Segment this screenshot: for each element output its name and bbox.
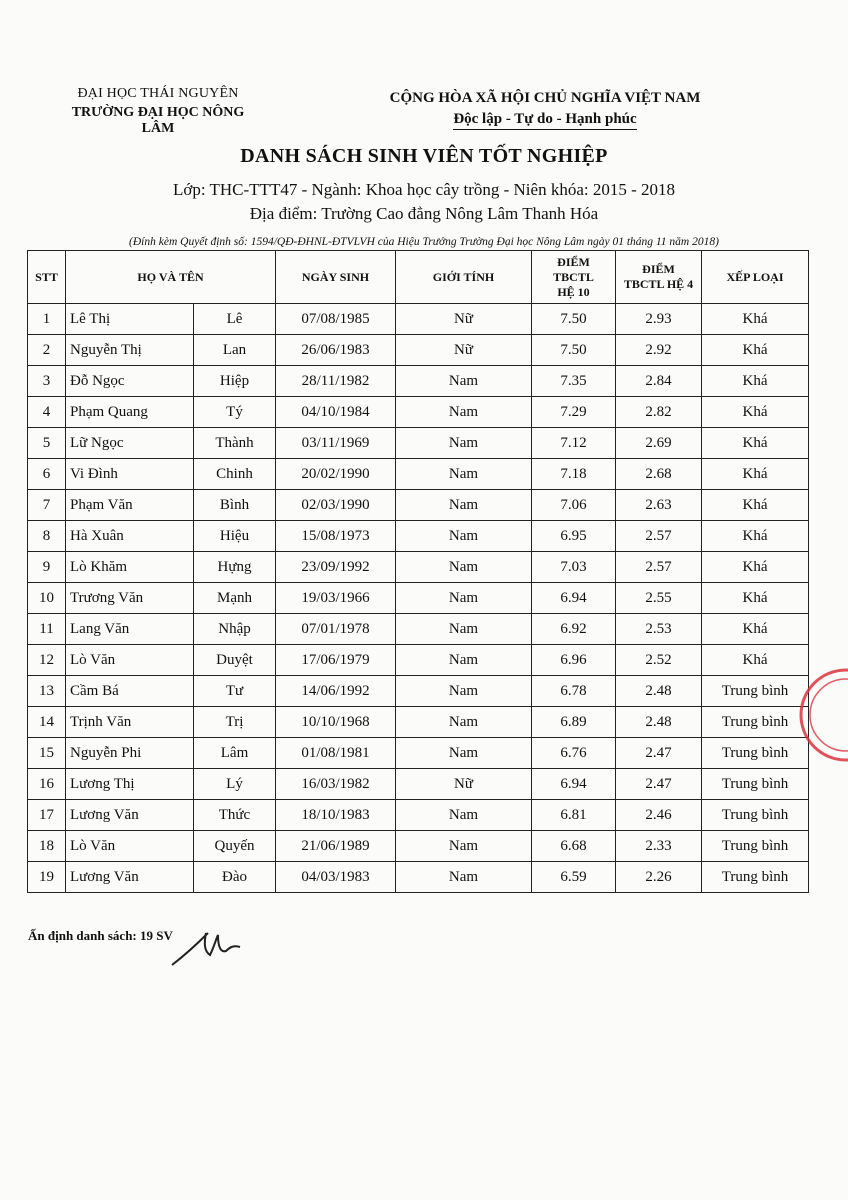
- cell-rank: Khá: [702, 397, 809, 428]
- cell-rank: Khá: [702, 583, 809, 614]
- cell-gpa10: 6.81: [532, 800, 616, 831]
- cell-gpa10: 7.50: [532, 304, 616, 335]
- cell-given-name: Trị: [194, 707, 276, 738]
- cell-surname: Hà Xuân: [66, 521, 194, 552]
- cell-gpa4: 2.57: [616, 552, 702, 583]
- cell-surname: Lữ Ngọc: [66, 428, 194, 459]
- cell-rank: Khá: [702, 552, 809, 583]
- table-row: [28, 831, 809, 862]
- cell-rank: Khá: [702, 459, 809, 490]
- cell-gpa4: 2.57: [616, 521, 702, 552]
- cell-gpa10: 6.68: [532, 831, 616, 862]
- cell-given-name: Lan: [194, 335, 276, 366]
- header-gender: GIỚI TÍNH: [396, 251, 532, 304]
- cell-gpa4: 2.82: [616, 397, 702, 428]
- cell-gpa4: 2.92: [616, 335, 702, 366]
- cell-gpa4: 2.55: [616, 583, 702, 614]
- cell-surname: Trương Văn: [66, 583, 194, 614]
- cell-gender: Nam: [396, 862, 532, 893]
- cell-surname: Đỗ Ngọc: [66, 366, 194, 397]
- cell-stt: 7: [28, 490, 66, 521]
- table-row: [28, 769, 809, 800]
- cell-gpa4: 2.52: [616, 645, 702, 676]
- cell-dob: 04/03/1983: [276, 862, 396, 893]
- cell-surname: Phạm Văn: [66, 490, 194, 521]
- cell-rank: Khá: [702, 304, 809, 335]
- cell-given-name: Tý: [194, 397, 276, 428]
- header-gpa4-line1: ĐIỂM: [642, 262, 675, 276]
- cell-surname: Lò Khăm: [66, 552, 194, 583]
- cell-gpa10: 6.92: [532, 614, 616, 645]
- cell-gender: Nam: [396, 552, 532, 583]
- cell-dob: 19/03/1966: [276, 583, 396, 614]
- table-row: [28, 862, 809, 893]
- table-row: [28, 738, 809, 769]
- cell-gender: Nữ: [396, 769, 532, 800]
- table-row: [28, 397, 809, 428]
- cell-gpa10: 6.76: [532, 738, 616, 769]
- cell-surname: Phạm Quang: [66, 397, 194, 428]
- class-info: Lớp: THC-TTT47 - Ngành: Khoa học cây trồng - Niên khóa: 2015 - 2018: [172, 180, 676, 199]
- cell-gender: Nam: [396, 459, 532, 490]
- cell-rank: Trung bình: [702, 831, 809, 862]
- table-row: [28, 614, 809, 645]
- cell-gpa4: 2.26: [616, 862, 702, 893]
- red-seal-stamp: [796, 660, 848, 770]
- cell-given-name: Thức: [194, 800, 276, 831]
- cell-stt: 8: [28, 521, 66, 552]
- cell-gpa10: 6.89: [532, 707, 616, 738]
- cell-gender: Nam: [396, 738, 532, 769]
- school-name: TRƯỜNG ĐẠI HỌC NÔNG LÂM: [71, 105, 245, 136]
- cell-dob: 07/01/1978: [276, 614, 396, 645]
- cell-given-name: Lâm: [194, 738, 276, 769]
- cell-gender: Nam: [396, 676, 532, 707]
- cell-given-name: Mạnh: [194, 583, 276, 614]
- cell-given-name: Hiệu: [194, 521, 276, 552]
- cell-stt: 2: [28, 335, 66, 366]
- cell-rank: Khá: [702, 521, 809, 552]
- cell-dob: 10/10/1968: [276, 707, 396, 738]
- national-motto: Độc lập - Tự do - Hạnh phúc: [453, 111, 636, 130]
- cell-dob: 01/08/1981: [276, 738, 396, 769]
- cell-stt: 16: [28, 769, 66, 800]
- cell-rank: Trung bình: [702, 676, 809, 707]
- cell-gender: Nam: [396, 366, 532, 397]
- cell-given-name: Hiệp: [194, 366, 276, 397]
- cell-given-name: Lý: [194, 769, 276, 800]
- cell-rank: Trung bình: [702, 738, 809, 769]
- cell-gender: Nam: [396, 614, 532, 645]
- header-gpa4: [616, 251, 702, 304]
- cell-stt: 12: [28, 645, 66, 676]
- cell-gender: Nam: [396, 583, 532, 614]
- cell-gender: Nam: [396, 428, 532, 459]
- cell-given-name: Tư: [194, 676, 276, 707]
- cell-rank: Khá: [702, 614, 809, 645]
- cell-dob: 17/06/1979: [276, 645, 396, 676]
- cell-gpa4: 2.69: [616, 428, 702, 459]
- cell-stt: 6: [28, 459, 66, 490]
- cell-gpa10: 7.50: [532, 335, 616, 366]
- table-row: [28, 335, 809, 366]
- cell-gpa4: 2.84: [616, 366, 702, 397]
- cell-stt: 13: [28, 676, 66, 707]
- national-header: [380, 90, 710, 130]
- cell-gpa10: 7.06: [532, 490, 616, 521]
- cell-gpa4: 2.48: [616, 676, 702, 707]
- cell-dob: 15/08/1973: [276, 521, 396, 552]
- cell-stt: 19: [28, 862, 66, 893]
- cell-given-name: Duyệt: [194, 645, 276, 676]
- table-row: [28, 366, 809, 397]
- cell-gpa10: 7.12: [532, 428, 616, 459]
- cell-gpa4: 2.47: [616, 769, 702, 800]
- cell-dob: 18/10/1983: [276, 800, 396, 831]
- cell-gpa10: 7.18: [532, 459, 616, 490]
- cell-given-name: Nhập: [194, 614, 276, 645]
- cell-rank: Khá: [702, 645, 809, 676]
- cell-given-name: Đào: [194, 862, 276, 893]
- cell-dob: 26/06/1983: [276, 335, 396, 366]
- cell-dob: 14/06/1992: [276, 676, 396, 707]
- cell-dob: 07/08/1985: [276, 304, 396, 335]
- header-gpa4-line2: TBCTL HỆ 4: [623, 277, 694, 291]
- cell-gender: Nam: [396, 707, 532, 738]
- header-gpa10: [532, 251, 616, 304]
- cell-gender: Nam: [396, 831, 532, 862]
- table-row: [28, 800, 809, 831]
- cell-dob: 02/03/1990: [276, 490, 396, 521]
- cell-dob: 20/02/1990: [276, 459, 396, 490]
- cell-dob: 28/11/1982: [276, 366, 396, 397]
- cell-surname: Trịnh Văn: [66, 707, 194, 738]
- cell-gender: Nam: [396, 490, 532, 521]
- cell-gpa4: 2.33: [616, 831, 702, 862]
- country-name: CỘNG HÒA XÃ HỘI CHỦ NGHĨA VIỆT NAM: [389, 90, 701, 106]
- table-row: [28, 304, 809, 335]
- cell-given-name: Lê: [194, 304, 276, 335]
- cell-surname: Lò Văn: [66, 645, 194, 676]
- cell-gpa4: 2.53: [616, 614, 702, 645]
- table-row: [28, 552, 809, 583]
- cell-dob: 16/03/1982: [276, 769, 396, 800]
- cell-surname: Nguyễn Phi: [66, 738, 194, 769]
- table-row: [28, 459, 809, 490]
- cell-gpa4: 2.46: [616, 800, 702, 831]
- cell-rank: Trung bình: [702, 862, 809, 893]
- cell-gpa4: 2.68: [616, 459, 702, 490]
- cell-surname: Vi Đình: [66, 459, 194, 490]
- cell-gpa10: 7.03: [532, 552, 616, 583]
- cell-stt: 17: [28, 800, 66, 831]
- cell-dob: 04/10/1984: [276, 397, 396, 428]
- header-gpa10-line2: HỆ 10: [557, 284, 590, 299]
- cell-surname: Lang Văn: [66, 614, 194, 645]
- cell-dob: 23/09/1992: [276, 552, 396, 583]
- cell-stt: 4: [28, 397, 66, 428]
- issuer-header: [58, 86, 258, 137]
- cell-gender: Nam: [396, 397, 532, 428]
- cell-given-name: Hựng: [194, 552, 276, 583]
- cell-gpa10: 7.29: [532, 397, 616, 428]
- cell-surname: Lê Thị: [66, 304, 194, 335]
- cell-stt: 11: [28, 614, 66, 645]
- cell-stt: 1: [28, 304, 66, 335]
- cell-stt: 15: [28, 738, 66, 769]
- table-row: [28, 707, 809, 738]
- cell-rank: Trung bình: [702, 707, 809, 738]
- location-info: Địa điểm: Trường Cao đẳng Nông Lâm Thanh Hóa: [249, 204, 599, 223]
- graduates-table: [27, 250, 809, 893]
- cell-stt: 9: [28, 552, 66, 583]
- cell-gpa10: 6.94: [532, 769, 616, 800]
- cell-surname: Lương Thị: [66, 769, 194, 800]
- header-gpa10-line1: ĐIỂM TBCTL: [553, 254, 594, 284]
- cell-rank: Khá: [702, 366, 809, 397]
- cell-stt: 14: [28, 707, 66, 738]
- cell-gpa10: 7.35: [532, 366, 616, 397]
- cell-stt: 5: [28, 428, 66, 459]
- cell-dob: 03/11/1969: [276, 428, 396, 459]
- cell-surname: Nguyễn Thị: [66, 335, 194, 366]
- cell-given-name: Quyến: [194, 831, 276, 862]
- cell-gpa4: 2.93: [616, 304, 702, 335]
- list-total: Ấn định danh sách: 19 SV: [28, 928, 173, 943]
- cell-gender: Nữ: [396, 304, 532, 335]
- cell-gender: Nam: [396, 800, 532, 831]
- cell-surname: Lương Văn: [66, 862, 194, 893]
- table-row: [28, 490, 809, 521]
- cell-stt: 10: [28, 583, 66, 614]
- cell-rank: Trung bình: [702, 800, 809, 831]
- header-name: HỌ VÀ TÊN: [66, 251, 276, 304]
- header-rank: XẾP LOẠI: [702, 251, 809, 304]
- table-header-row: [28, 251, 809, 304]
- cell-rank: Trung bình: [702, 769, 809, 800]
- cell-gpa10: 6.94: [532, 583, 616, 614]
- cell-gpa4: 2.63: [616, 490, 702, 521]
- table-row: [28, 645, 809, 676]
- cell-gpa10: 6.96: [532, 645, 616, 676]
- cell-given-name: Bình: [194, 490, 276, 521]
- cell-stt: 3: [28, 366, 66, 397]
- cell-given-name: Thành: [194, 428, 276, 459]
- signature-mark: [170, 925, 250, 970]
- table-row: [28, 583, 809, 614]
- cell-gender: Nữ: [396, 335, 532, 366]
- document-title: DANH SÁCH SINH VIÊN TỐT NGHIỆP: [240, 145, 608, 167]
- cell-surname: Lò Văn: [66, 831, 194, 862]
- cell-gender: Nam: [396, 645, 532, 676]
- cell-rank: Khá: [702, 490, 809, 521]
- cell-gpa4: 2.48: [616, 707, 702, 738]
- table-row: [28, 676, 809, 707]
- table-row: [28, 521, 809, 552]
- cell-gpa10: 6.59: [532, 862, 616, 893]
- cell-dob: 21/06/1989: [276, 831, 396, 862]
- university-name: ĐẠI HỌC THÁI NGUYÊN: [77, 86, 239, 101]
- cell-stt: 18: [28, 831, 66, 862]
- cell-rank: Khá: [702, 428, 809, 459]
- cell-gpa10: 6.78: [532, 676, 616, 707]
- header-stt: STT: [28, 251, 66, 304]
- decision-note: (Đính kèm Quyết định số: 1594/QĐ-ĐHNL-ĐTVLVH của Hiệu Trưởng Trường Đại học Nông Lâm ngày 01 tháng 11 năm 2018): [129, 236, 719, 248]
- cell-rank: Khá: [702, 335, 809, 366]
- cell-surname: Lương Văn: [66, 800, 194, 831]
- cell-given-name: Chinh: [194, 459, 276, 490]
- header-dob: NGÀY SINH: [276, 251, 396, 304]
- cell-surname: Cầm Bá: [66, 676, 194, 707]
- cell-gender: Nam: [396, 521, 532, 552]
- table-row: [28, 428, 809, 459]
- cell-gpa4: 2.47: [616, 738, 702, 769]
- cell-gpa10: 6.95: [532, 521, 616, 552]
